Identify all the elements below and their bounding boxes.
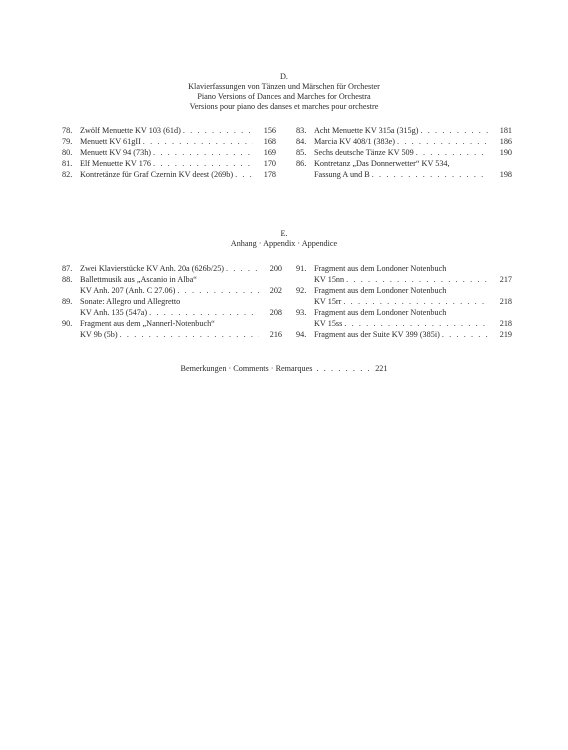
toc-entry-title: Fassung A und B bbox=[314, 170, 370, 179]
toc-page-number: 190 bbox=[499, 148, 512, 157]
toc-entry-title: Elf Menuette KV 176 bbox=[80, 159, 152, 168]
toc-entry-number: 78. bbox=[62, 126, 73, 135]
toc-entry-number: 80. bbox=[62, 148, 73, 157]
toc-page-number: 156 bbox=[263, 126, 276, 135]
toc-entry-line bbox=[296, 263, 512, 274]
toc-entry-title: Menuett KV 94 (73h) bbox=[80, 148, 152, 157]
toc-entry-line bbox=[296, 136, 512, 147]
toc-leader-dots bbox=[344, 318, 489, 329]
toc-leader-dots bbox=[343, 296, 489, 307]
toc-entry-line bbox=[296, 147, 512, 158]
toc-entry-number: 79. bbox=[62, 137, 73, 146]
toc-entry-title: Ballettmusik aus „Ascanio in Alba“ bbox=[80, 275, 197, 284]
toc-entry[interactable] bbox=[62, 158, 276, 169]
toc-entry-title: Sonate: Allegro und Allegretto bbox=[80, 297, 181, 306]
section-d-title-fr: Versions pour piano des danses et marches pour orchestre bbox=[189, 102, 379, 111]
remarks-page-number: 221 bbox=[375, 364, 388, 373]
toc-leader-dots bbox=[226, 263, 259, 274]
toc-entry-title: Fragment aus dem Londoner Notenbuch bbox=[314, 286, 447, 295]
toc-entry-line bbox=[296, 296, 512, 307]
toc-entry[interactable] bbox=[296, 263, 512, 285]
toc-page-number: 218 bbox=[499, 319, 512, 328]
toc-entry[interactable] bbox=[62, 263, 282, 274]
toc-leader-dots bbox=[235, 169, 253, 180]
toc-entry[interactable] bbox=[296, 307, 512, 329]
toc-page-number: 218 bbox=[499, 297, 512, 306]
toc-entry-title: KV Anh. 135 (547a) bbox=[80, 308, 148, 317]
toc-page-number: 208 bbox=[269, 308, 282, 317]
toc-entry-number: 83. bbox=[296, 126, 307, 135]
toc-entry-line bbox=[62, 318, 282, 329]
toc-entry-title: Zwei Klavierstücke KV Anh. 20a (626b/25) bbox=[80, 264, 225, 273]
toc-entry-number: 91. bbox=[296, 264, 307, 273]
toc-entry-line bbox=[296, 307, 512, 318]
toc-entry-title: KV 15ss bbox=[314, 319, 343, 328]
toc-leader-dots bbox=[416, 147, 489, 158]
toc-entry[interactable] bbox=[296, 125, 512, 136]
remarks-line[interactable] bbox=[0, 364, 568, 374]
toc-page-number: 202 bbox=[269, 286, 282, 295]
toc-entry-line bbox=[62, 296, 282, 307]
remarks-leader-dots: . . . . . . . . bbox=[316, 364, 372, 373]
toc-page-number: 170 bbox=[263, 159, 276, 168]
remarks-label: Bemerkungen · Comments · Remarques bbox=[180, 364, 313, 373]
toc-entry-line bbox=[62, 285, 282, 296]
toc-entry-title: KV 15rr bbox=[314, 297, 342, 306]
toc-entry-number: 93. bbox=[296, 308, 307, 317]
toc-entry-title: KV 9b (5b) bbox=[80, 330, 118, 339]
toc-entry[interactable] bbox=[296, 147, 512, 158]
toc-entry-line bbox=[62, 263, 282, 274]
toc-entry[interactable] bbox=[62, 147, 276, 158]
toc-entry[interactable] bbox=[296, 158, 512, 180]
toc-entry-title: Kontretanz „Das Donnerwetter“ KV 534, bbox=[314, 159, 450, 168]
toc-entry-number: 89. bbox=[62, 297, 73, 306]
toc-entry-title: Fragment aus dem Londoner Notenbuch bbox=[314, 308, 447, 317]
toc-entry-line bbox=[62, 158, 276, 169]
toc-entry-line bbox=[62, 274, 282, 285]
toc-page-number: 216 bbox=[269, 330, 282, 339]
toc-entry-title: Sechs deutsche Tänze KV 509 bbox=[314, 148, 414, 157]
toc-entry-number: 85. bbox=[296, 148, 307, 157]
toc-page-number: 186 bbox=[499, 137, 512, 146]
toc-entry-number: 82. bbox=[62, 170, 73, 179]
toc-entry[interactable] bbox=[62, 296, 282, 318]
section-d-header bbox=[0, 72, 568, 112]
toc-leader-dots bbox=[420, 125, 489, 136]
toc-entry-number: 84. bbox=[296, 137, 307, 146]
toc-entry[interactable] bbox=[62, 274, 282, 296]
toc-entry-line bbox=[296, 285, 512, 296]
toc-entry-title: Acht Menuette KV 315a (315g) bbox=[314, 126, 419, 135]
toc-entry-title: Marcia KV 408/1 (383e) bbox=[314, 137, 396, 146]
toc-entry-line bbox=[296, 318, 512, 329]
toc-leader-dots bbox=[442, 329, 489, 340]
toc-entry-line bbox=[62, 136, 276, 147]
toc-entry-number: 92. bbox=[296, 286, 307, 295]
section-e-letter: E. bbox=[280, 229, 288, 238]
toc-entry-line bbox=[62, 329, 282, 340]
toc-entry-title: Fragment aus dem Londoner Notenbuch bbox=[314, 264, 447, 273]
toc-entry-line bbox=[296, 274, 512, 285]
toc-entry-line bbox=[62, 125, 276, 136]
toc-page-number: 200 bbox=[269, 264, 282, 273]
toc-leader-dots bbox=[397, 136, 489, 147]
toc-entry-line bbox=[296, 125, 512, 136]
toc-page-number: 178 bbox=[263, 170, 276, 179]
toc-leader-dots bbox=[153, 147, 253, 158]
toc-entry[interactable] bbox=[296, 329, 512, 340]
toc-entry-line bbox=[296, 158, 512, 169]
toc-leader-dots bbox=[153, 158, 253, 169]
toc-leader-dots bbox=[143, 136, 253, 147]
toc-entry-number: 81. bbox=[62, 159, 73, 168]
toc-entry[interactable] bbox=[62, 136, 276, 147]
section-d-right-column bbox=[296, 125, 512, 180]
section-d-left-column bbox=[62, 125, 276, 180]
section-e-left-column bbox=[62, 263, 282, 340]
toc-page-number: 219 bbox=[499, 330, 512, 339]
toc-entry-title: Fragment aus dem „Nannerl-Notenbuch“ bbox=[80, 319, 215, 328]
toc-entry[interactable] bbox=[296, 285, 512, 307]
toc-entry[interactable] bbox=[62, 169, 276, 180]
toc-entry-title: KV Anh. 207 (Anh. C 27.06) bbox=[80, 286, 176, 295]
toc-entry[interactable] bbox=[62, 318, 282, 340]
toc-entry-line bbox=[62, 307, 282, 318]
toc-leader-dots bbox=[120, 329, 259, 340]
section-d-title-de: Klavierfassungen von Tänzen und Märschen für Orchester bbox=[188, 82, 380, 91]
toc-entry-number: 87. bbox=[62, 264, 73, 273]
section-e-header bbox=[0, 229, 568, 249]
toc-page-number: 168 bbox=[263, 137, 276, 146]
toc-leader-dots bbox=[183, 125, 253, 136]
section-d-letter: D. bbox=[280, 72, 288, 81]
toc-entry-number: 94. bbox=[296, 330, 307, 339]
toc-leader-dots bbox=[177, 285, 259, 296]
toc-page-number: 181 bbox=[499, 126, 512, 135]
toc-entry[interactable] bbox=[62, 125, 276, 136]
toc-entry-number: 90. bbox=[62, 319, 73, 328]
section-e-right-column bbox=[296, 263, 512, 340]
toc-entry-title: Menuett KV 61gII bbox=[80, 137, 141, 146]
section-e-title: Anhang · Appendix · Appendice bbox=[230, 239, 338, 248]
toc-entry-line bbox=[296, 169, 512, 180]
toc-entry[interactable] bbox=[296, 136, 512, 147]
toc-page-number: 169 bbox=[263, 148, 276, 157]
toc-leader-dots bbox=[346, 274, 489, 285]
toc-entry-title: Zwölf Menuette KV 103 (61d) bbox=[80, 126, 181, 135]
toc-entry-title: Kontretänze für Graf Czernin KV deest (269b) bbox=[80, 170, 234, 179]
toc-leader-dots bbox=[149, 307, 259, 318]
toc-leader-dots bbox=[372, 169, 489, 180]
toc-entry-number: 88. bbox=[62, 275, 73, 284]
toc-entry-title: KV 15nn bbox=[314, 275, 345, 284]
toc-entry-line bbox=[296, 329, 512, 340]
section-d-title-en: Piano Versions of Dances and Marches for Orchestra bbox=[197, 92, 371, 101]
toc-page-number: 198 bbox=[499, 170, 512, 179]
toc-page-number: 217 bbox=[499, 275, 512, 284]
toc-entry-number: 86. bbox=[296, 159, 307, 168]
toc-entry-line bbox=[62, 169, 276, 180]
toc-entry-title: Fragment aus der Suite KV 399 (385i) bbox=[314, 330, 440, 339]
toc-entry-line bbox=[62, 147, 276, 158]
